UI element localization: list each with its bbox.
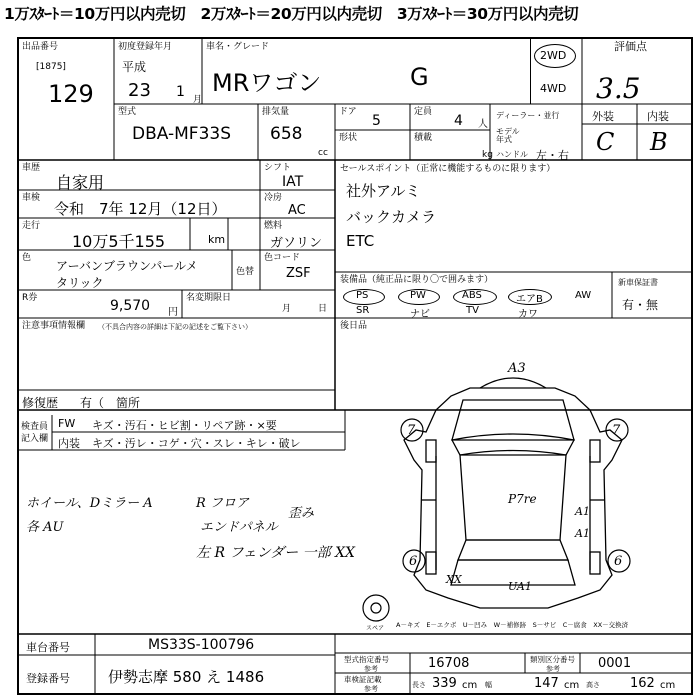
equip-airbag: エアB	[516, 294, 543, 305]
handle-label: ハンドル	[496, 150, 528, 159]
equip-aw: AW	[575, 290, 592, 301]
inspector-label-bottom: 記入欄	[21, 434, 49, 444]
mark-front-right: 7	[612, 423, 621, 438]
color-code: ZSF	[286, 266, 311, 281]
recycle-unit: 円	[168, 307, 178, 318]
car-name-label: 車名・グレード	[206, 42, 270, 52]
mileage-unit: km	[208, 233, 226, 246]
equip-leather: カワ	[518, 309, 538, 320]
name-change-day: 日	[318, 304, 328, 314]
first-reg-month-unit: 月	[193, 95, 203, 105]
fuel-value: ガソリン	[270, 236, 323, 251]
dims-label: 車検証記載	[344, 675, 382, 684]
plate-label: 登録番号	[26, 672, 70, 685]
inspector-row2: キズ・汚レ・コゲ・穴・スレ・キレ・破レ	[92, 437, 301, 450]
cooling-value: AC	[288, 203, 306, 218]
capacity-value: 4	[454, 113, 463, 129]
dims-sub: 参考	[364, 685, 378, 693]
rear-items-label: 後日品	[340, 321, 368, 331]
damage-legend: A－キズ E－エクボ U－凹み W－補修跡 S－サビ C－腐食 XX－交換済	[396, 621, 629, 629]
warranty-label: 新車保証書	[618, 278, 658, 287]
equip-tv: TV	[466, 305, 479, 316]
warranty-value: 有・無	[622, 298, 659, 312]
cooling-label: 冷房	[264, 193, 283, 203]
color-value-line2: タリック	[56, 276, 104, 290]
first-reg-era: 平成	[122, 60, 147, 74]
note-line3: 左 R フェンダー 一部 XX	[196, 545, 356, 561]
sales-point-3: ETC	[346, 232, 375, 250]
ext-grade: C	[596, 128, 615, 156]
repair-label: 修復歴	[22, 396, 59, 410]
model-year-label: モデル年式	[496, 127, 520, 144]
shift-value: IAT	[282, 174, 304, 190]
load-unit: kg	[482, 150, 493, 160]
note-bracket: 歪み	[288, 506, 315, 521]
color-label: 色	[22, 253, 32, 263]
int-label: 内装	[647, 110, 669, 123]
width-label: 幅	[485, 681, 492, 689]
shape-label: 形状	[339, 133, 358, 143]
equip-navi: ナビ	[410, 309, 430, 320]
displacement-value: 658	[270, 124, 303, 144]
width-unit: cm	[564, 680, 580, 691]
capacity-unit: 人	[478, 119, 488, 130]
rating-label: 評価点	[614, 40, 647, 53]
inspector-row1-head: FW	[58, 417, 76, 430]
int-grade: B	[650, 128, 668, 156]
mark-front: A3	[508, 361, 526, 376]
equip-pw: PW	[410, 290, 426, 301]
model-label: 型式	[118, 107, 137, 117]
length-value: 339	[432, 676, 457, 691]
car-name: MRワゴン	[212, 69, 322, 97]
type-no-sub: 参考	[364, 665, 378, 673]
note-line2b: エンドパネル	[200, 520, 278, 535]
color-code-label: 色コード	[264, 253, 301, 263]
mileage-label: 走行	[22, 221, 41, 231]
usage-value: 自家用	[56, 173, 105, 192]
drive-2wd: 2WD	[540, 49, 567, 62]
lot-label: 出品番号	[22, 42, 59, 52]
equip-ps: PS	[356, 290, 369, 301]
drive-4wd: 4WD	[540, 82, 567, 95]
usage-label: 車歴	[22, 163, 41, 173]
doors-value: 5	[372, 113, 381, 129]
recycle-label: R券	[22, 293, 38, 303]
capacity-label: 定員	[414, 107, 433, 117]
name-change-month: 月	[282, 304, 292, 314]
mileage-value: 10万5千155	[72, 232, 166, 251]
mark-roof: P7re	[508, 492, 537, 506]
doors-label: ドア	[339, 107, 357, 117]
category-no-sub: 参考	[546, 665, 560, 673]
mark-right-side: A1	[575, 505, 590, 518]
note-line1b: R フロア	[196, 496, 249, 511]
mark-rear-left: 6	[409, 554, 418, 569]
lot-number: 129	[48, 80, 94, 108]
inspection-label: 車検	[22, 193, 41, 203]
mark-rear: UA1	[508, 580, 532, 593]
height-label: 高さ	[586, 681, 600, 689]
displacement-label: 排気量	[262, 107, 290, 117]
first-reg-year: 23	[128, 80, 151, 101]
notes-sub: （不具合内容の詳細は下記の記述をご覧下さい）	[98, 323, 252, 331]
category-no-value: 0001	[598, 656, 632, 671]
dealer-label: ディーラー・並行	[496, 111, 560, 120]
color-swap-label: 色替	[236, 267, 255, 277]
inspection-value: 令和 7年 12月（12日）	[54, 200, 227, 218]
height-value: 162	[630, 676, 655, 691]
fuel-label: 燃料	[264, 221, 283, 231]
mark-rear-left-xx: XX	[446, 573, 462, 586]
sales-point-1: 社外アルミ	[346, 182, 421, 200]
header-banner: 1万ｽﾀｰﾄ＝10万円以内売切 2万ｽﾀｰﾄ＝20万円以内売切 3万ｽﾀｰﾄ＝30万円以内売切	[4, 5, 579, 23]
category-no-label: 類別区分番号	[530, 655, 575, 664]
equip-sr: SR	[356, 305, 370, 316]
note-line2a: 各 AU	[26, 520, 64, 535]
shift-label: シフト	[264, 163, 292, 173]
type-no-label: 型式指定番号	[344, 655, 389, 664]
note-line1a: ホイール、Dミラー A	[26, 496, 153, 511]
height-unit: cm	[660, 680, 676, 691]
handle-value: 左・右	[536, 149, 569, 162]
ext-label: 外装	[592, 110, 614, 123]
plate-value: 伊勢志摩 580 え 1486	[108, 668, 265, 686]
equipment-label: 装備品（純正品に限り〇で囲みます）	[340, 275, 494, 285]
inspector-row1: キズ・汚石・ヒビ割・リペア跡・×要	[92, 419, 277, 432]
load-label: 積載	[414, 133, 433, 143]
mark-rear-right: 6	[614, 554, 623, 569]
frame-value: MS33S-100796	[148, 637, 255, 653]
type-no-value: 16708	[428, 656, 470, 671]
notes-label: 注意事項情報欄	[22, 321, 86, 331]
length-label: 長さ	[412, 681, 426, 689]
inspector-row2-head: 内装	[58, 437, 80, 450]
width-value: 147	[534, 676, 559, 691]
repair-value: 有（ 箇所	[80, 396, 141, 410]
name-change-label: 名変期限日	[186, 293, 232, 303]
inspector-label-top: 検査員	[21, 422, 49, 432]
color-value-line1: アーバンブラウンパールメ	[56, 259, 198, 273]
lot-bracket: [1875]	[36, 62, 66, 72]
equip-abs: ABS	[462, 290, 482, 301]
sales-points-label: セールスポイント（正常に機能するものに限ります）	[340, 164, 556, 174]
mark-front-left: 7	[407, 423, 416, 438]
frame-label: 車台番号	[26, 641, 70, 654]
spare-label: スペア	[366, 625, 385, 632]
recycle-value: 9,570	[110, 298, 151, 314]
first-reg-month: 1	[176, 84, 185, 100]
rating-score: 3.5	[596, 72, 641, 105]
model-value: DBA-MF33S	[132, 124, 232, 144]
first-reg-label: 初度登録年月	[118, 42, 173, 52]
mark-right-rear: A1	[575, 527, 590, 540]
sales-point-2: バックカメラ	[346, 208, 437, 226]
car-grade: G	[410, 63, 429, 91]
length-unit: cm	[462, 680, 478, 691]
displacement-unit: cc	[318, 148, 328, 158]
